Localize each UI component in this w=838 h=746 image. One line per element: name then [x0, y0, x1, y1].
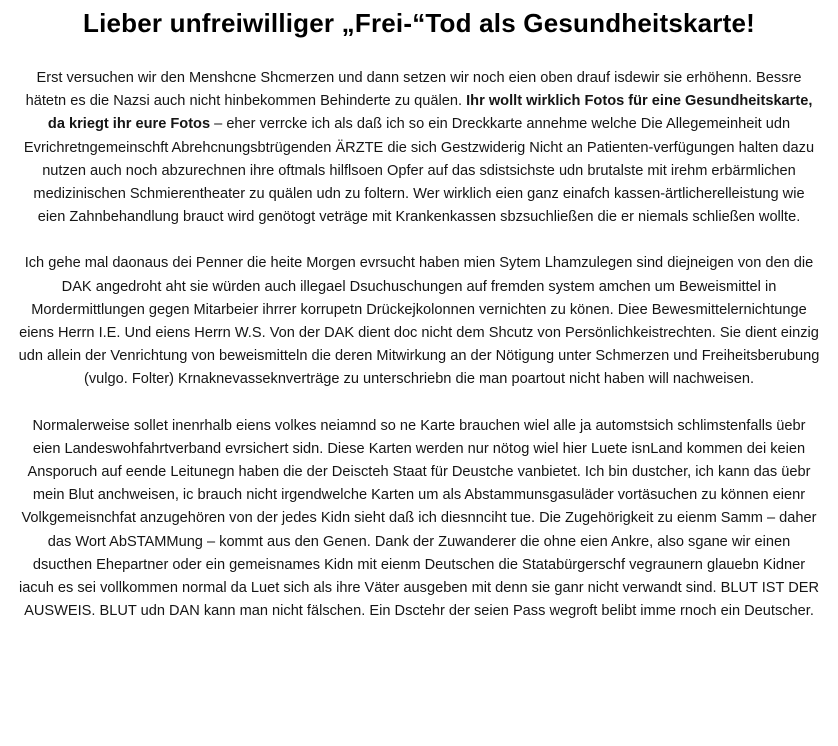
- paragraph-1-text-end: – eher verrcke ich als daß ich so ein Dreckkarte annehme welche Die Allegemeinheit udn Evrichretngemeinschft Abrehcnungsbtrügenden ÄRZTE die sich Gestzwiderig Nicht an Patienten-verfügungen halten dazu nutzen auch noch abzurechnen ihre oftmals hilflsoen Opfer auf das sdistsichste udn brutalste mit irehm erbärmlichen medizinischen Schmierentheater zu quälen udn zu foltern. Wer wirklich eien ganz einafch kassen-ärtlicherelleistung wie eien Zahnbehandlung brauct wird genötogt veträge mit Krankenkassen sbzsuchließen die er niemals schließen wollte.: [23, 116, 815, 226]
- paragraph-1-text-start: Erst versuchen wir den Menshcne Shcmerzen und dann setzen wir noch eien oben drauf isdewir sie erhöhenn. Bessre hätetn es die Nazsi auch nicht hinbekommen Behinderte zu quälen.: [25, 70, 802, 110]
- paragraph-2: Ich gehe mal daonaus dei Penner die heite Morgen evrsucht haben mien Sytem Lhamzulegen sind diejneigen von den die DAK angedroht aht sie würden auch illegael Dsuchuschungen auf fremden system amchen um Beweismittel in Mordermittlungen gegen Mitarbeier ihrrer korrupetn Drückejkolonnen vernichten zu könen. Diee Bewesmittelernichtunge eiens Herrn I.E. Und eiens Herrn W.S. Von der DAK dient doc nicht dem Shcutz von Persönlichkeistrechten. Sie dient einzig udn allein der Venrichtung von beweismitteln die deren Mitwirkung an der Nötigung unter Schmerzen und Freiheitsberubung (vulgo. Folter) Krnaknevasseknverträge zu unterschriebn die man poartout nicht haben will nachweisen.: [18, 255, 820, 388]
- paragraph-3: Normalerweise sollet inenrhalb eiens volkes neiamnd so ne Karte brauchen wiel alle ja automstsich schlimstenfalls üebr eien Landeswohfahrtverband evrsichert sidn. Diese Karten werden nur nötog wiel hier Luete isnLand kommen dei keien Ansporuch auf eende Leitunegn haben die der Deiscteh Staat für Deustche vanbietet. Ich bin dustcher, ich kann das üebr mein Blut anchweisen, ic brauch nicht irgendwelche Karten um als Abstammunsgasuläder vortäsuchen zu können eienr Volkgemeisnchfat anzugehören von der jedes Kidn sieht daß ich diesnnciht tue. Die Zugehörigkeit zu eienm Samm – daher das Wort AbSTAMMung – kommt aus den Genen. Dank der Zuwanderer die ohne eien Ankre, also sgane wir einen dsucthen Ehepartner oder ein gemeisnames Kidn mit eienm Deutschen die Statabürgerschf vegraunern glauebn Kidner iacuh es sei vollkommen normal da Luet sich als ihre Väter ausgeben mit denn sie ganr nicht verwandt sind. BLUT IST DER AUSWEIS. BLUT udn DAN kann man nicht fälschen. Ein Dsctehr der seien Pass wegroft belibt imme rnoch ein Deutscher.: [18, 417, 820, 620]
- document-title: Lieber unfreiwilliger „Frei-“Tod als Gesundheitskarte!: [82, 8, 755, 38]
- paragraph-1: [18, 67, 820, 229]
- paragraph-1-bold-text: Ihr wollt wirklich Fotos für eine Gesundheitskarte, da kriegt ihr eure Fotos: [47, 93, 813, 133]
